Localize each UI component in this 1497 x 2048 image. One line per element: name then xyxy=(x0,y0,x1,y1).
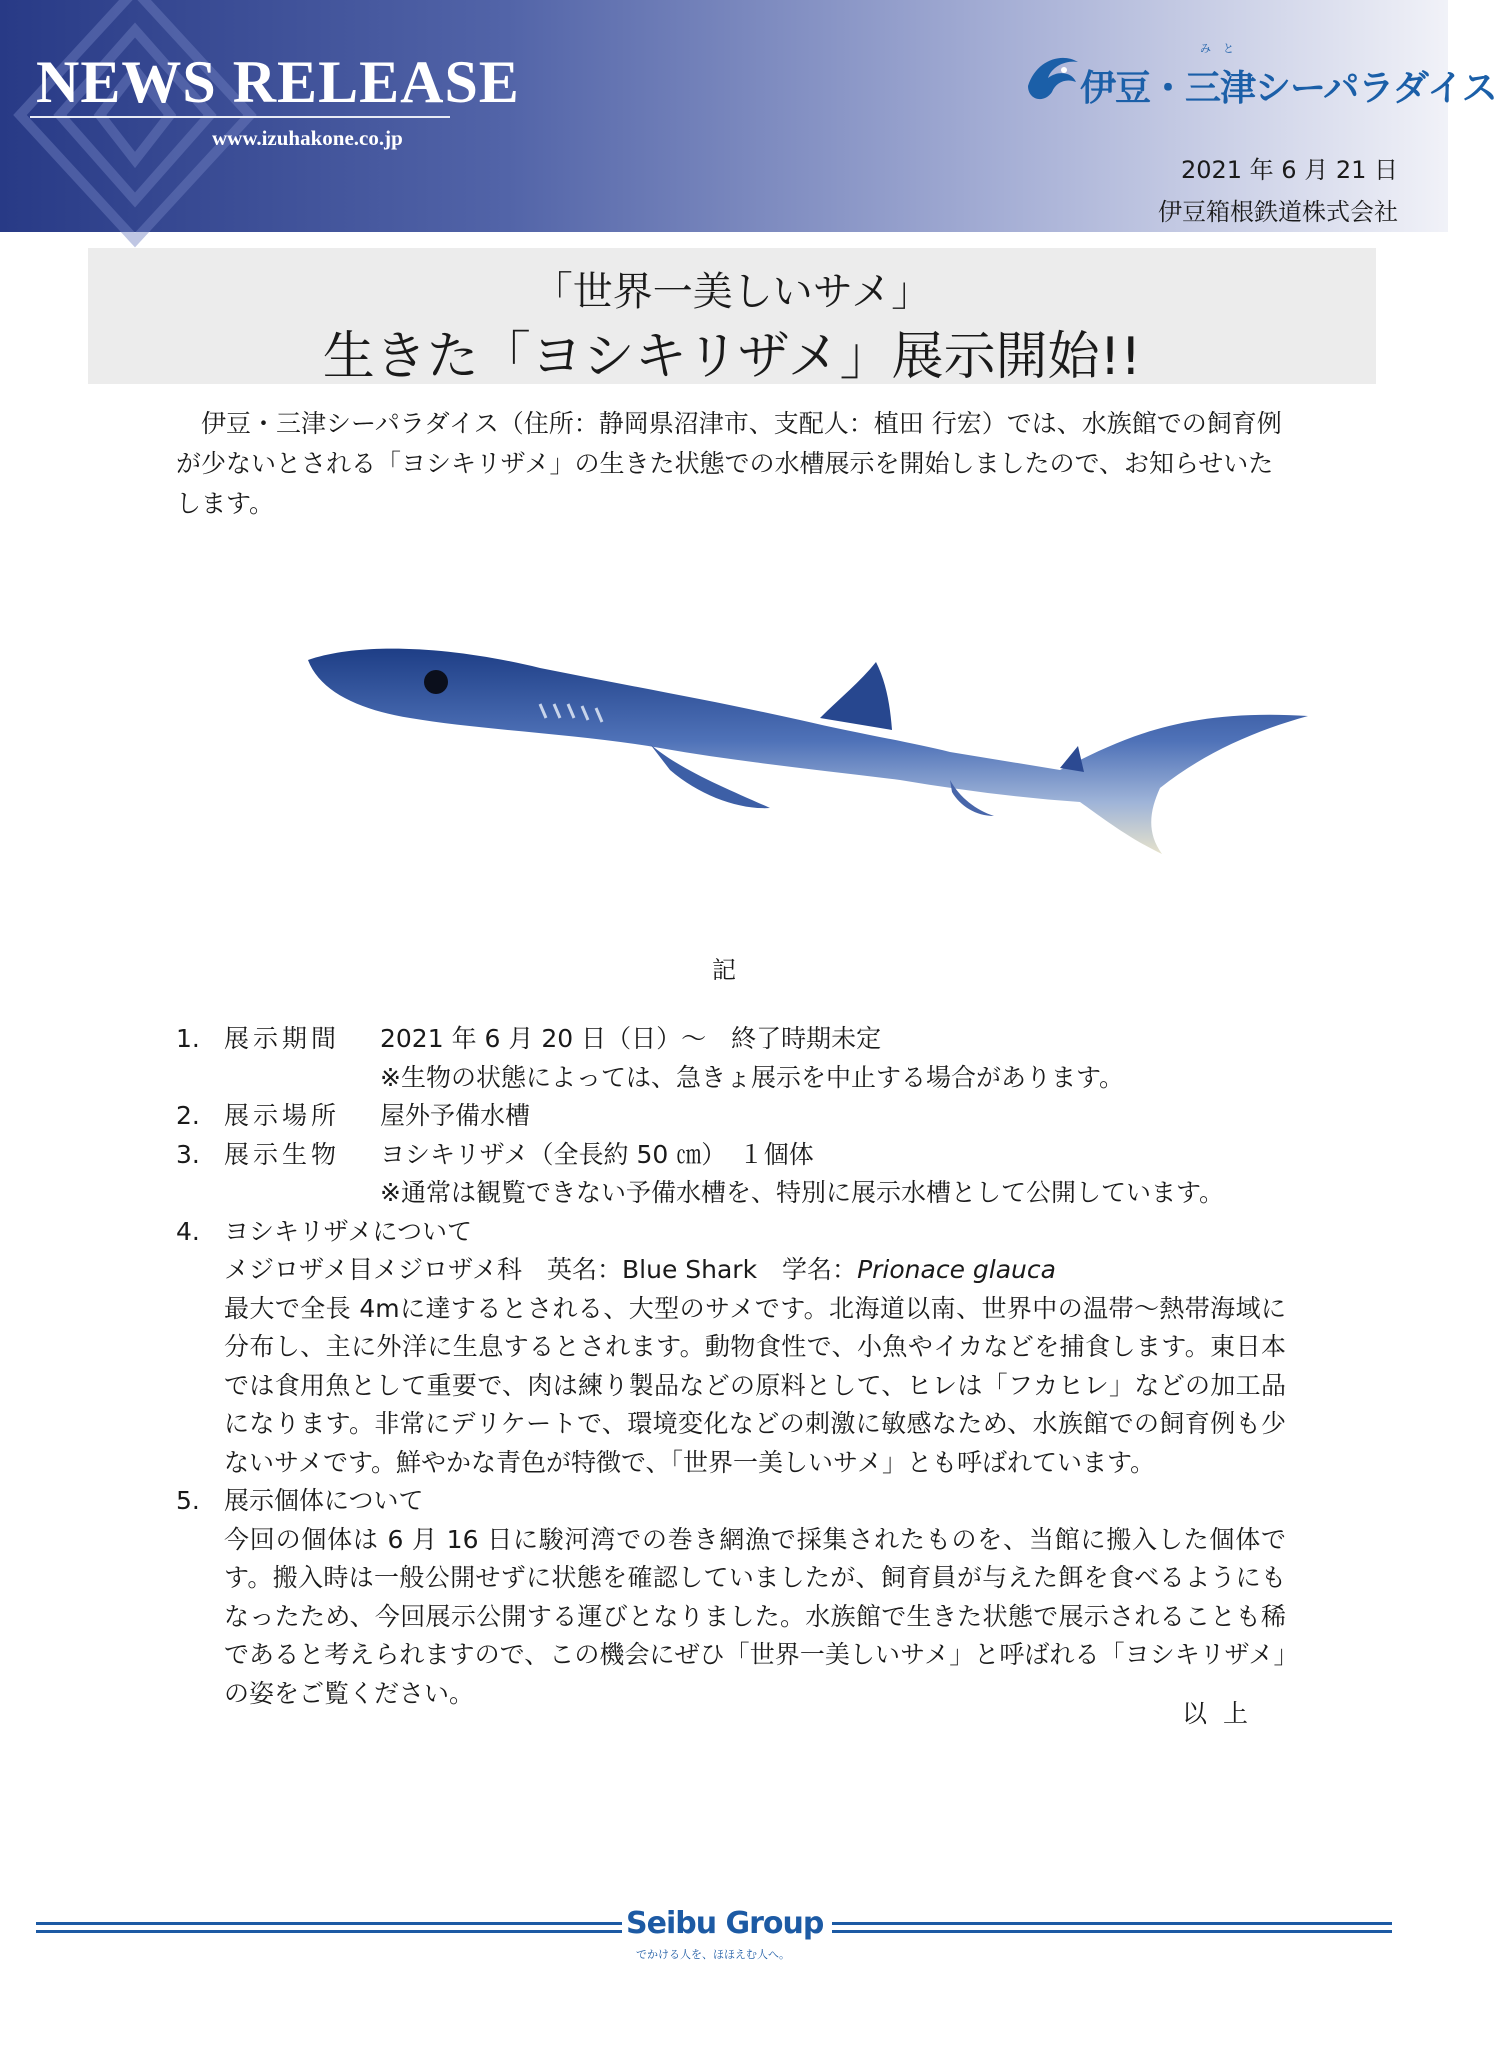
shark-description: 最大で全長 4mに達するとされる、大型のサメです。北海道以南、世界中の温帯～熱帯海域に分布し、主に外洋に生息するとされます。動物食性で、小魚やイカなどを捕食します。東日本では食用魚として重要で、肉は練り製品などの原料として、ヒレは「フカヒレ」などの加工品になります。非常にデリケートで、環境変化などの刺激に敏感なため、水族館での飼育例も少ないサメです。鮮やかな青色が特徴で、「世界一美しいサメ」とも呼ばれています。 xyxy=(224,1293,1286,1477)
list-item xyxy=(176,1020,1296,1059)
item-label: 展示生物 xyxy=(224,1139,341,1169)
closing-ijou: 以上 xyxy=(1182,1699,1265,1728)
item-note: ※通常は観覧できない予備水槽を、特別に展示水槽として公開しています。 xyxy=(380,1178,1224,1207)
seibu-tagline: でかける人を、ほほえむ人へ。 xyxy=(636,1948,790,1961)
item-number: 1. xyxy=(176,1024,200,1053)
item-label: 展示期間 xyxy=(224,1024,341,1053)
main-title: 生きた「ヨシキリザメ」展示開始!! xyxy=(322,327,1142,387)
item-label: 展示場所 xyxy=(224,1101,341,1130)
header-ornament xyxy=(20,0,250,240)
item-value: ヨシキリザメ（全長約 50 ㎝） １個体 xyxy=(380,1139,814,1169)
item-value: 屋外予備水槽 xyxy=(380,1101,531,1130)
news-release-title: NEWS RELEASE xyxy=(36,49,520,115)
logo-text: 伊豆・三津シーパラダイス xyxy=(1080,68,1497,109)
individual-description: 今回の個体は 6 月 16 日に駿河湾での巻き網漁で採集されたものを、当館に搬入した個体です。搬入時は一般公開せずに状態を確認していましたが、飼育員が与えた餌を食べるようにもなったため、今回展示公開する運びとなりました。水族館で生きた状態で展示されることも稀であると考えられますので、この機会にぜひ「世界一美しいサメ」と呼ばれる「ヨシキリザメ」の姿をご覧ください。 xyxy=(224,1524,1286,1708)
blue-shark-image xyxy=(300,620,1320,860)
seibu-group-logo: Seibu Group xyxy=(626,1906,824,1941)
item-number: 2. xyxy=(176,1101,200,1130)
title-underline xyxy=(30,116,450,118)
item-heading: 展示個体について xyxy=(224,1486,424,1515)
list-item xyxy=(176,1136,1296,1175)
item-number: 4. xyxy=(176,1216,200,1246)
item-heading: ヨシキリザメについて xyxy=(224,1216,473,1246)
item-value: 2021 年 6 月 20 日（日）～ 終了時期未定 xyxy=(380,1024,882,1053)
ki-marker: 記 xyxy=(712,956,736,984)
item-number: 5. xyxy=(176,1486,200,1515)
logo-ruby-text: みと xyxy=(1200,42,1246,55)
footer-rule-right xyxy=(832,1922,1392,1934)
title-box xyxy=(88,248,1376,387)
item-note: ※生物の状態によっては、急きょ展示を中止する場合があります。 xyxy=(380,1062,1124,1092)
details-list xyxy=(176,1020,1296,1713)
list-item xyxy=(176,1097,1296,1136)
list-item xyxy=(176,1213,1296,1252)
item-number: 3. xyxy=(176,1139,200,1169)
scientific-name: Prionace glauca xyxy=(857,1255,1056,1284)
intro-paragraph: 伊豆・三津シーパラダイス（住所：静岡県沼津市、支配人：植田 行宏）では、水族館での飼育例が少ないとされる「ヨシキリザメ」の生きた状態での水槽展示を開始しましたので、お知らせいたします。 xyxy=(176,409,1282,518)
list-item xyxy=(176,1482,1296,1521)
subtitle: 「世界一美しいサメ」 xyxy=(532,269,932,315)
list-item-note xyxy=(176,1174,1296,1213)
footer-rule-left xyxy=(36,1922,622,1934)
company-name: 伊豆箱根鉄道株式会社 xyxy=(1158,198,1398,226)
taxonomy-line xyxy=(224,1251,1286,1290)
website-url[interactable]: www.izuhakone.co.jp xyxy=(212,126,403,150)
release-date: 2021 年 6 月 21 日 xyxy=(1180,156,1398,184)
taxonomy-text: メジロザメ目メジロザメ科 英名：Blue Shark 学名： xyxy=(224,1255,858,1284)
list-item-note xyxy=(176,1059,1296,1098)
